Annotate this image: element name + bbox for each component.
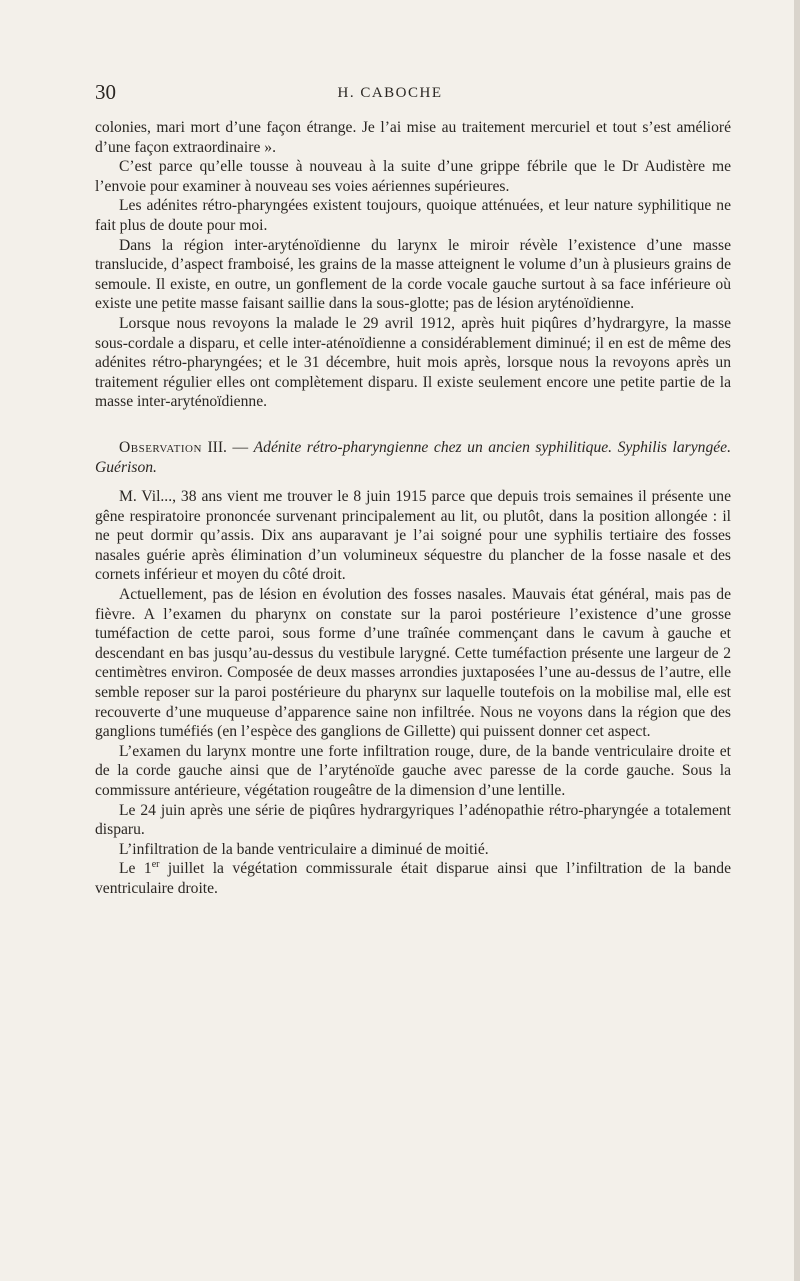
paragraph: Dans la région inter-aryténoïdienne du larynx le miroir révèle l’existence d’une masse translucide, d’aspect framboisé, les grains de la masse atteignent le volume d’un à plusieurs grains de semoule. Il existe, en outre, un gonflement de la corde vocale gauche surtout à sa face inférieure où existe une petite masse faisant saillie dans la sous-glotte; pas de lésion aryténoïdienne. (95, 236, 731, 313)
observation-title: Adénite rétro-pharyngienne chez un ancien syphilitique. Syphilis laryngée. Guérison. (95, 438, 731, 476)
body-text (95, 118, 731, 899)
page-header (95, 80, 685, 104)
paragraph: C’est parce qu’elle tousse à nouveau à la suite d’une grippe fébrile que le Dr Audistère me l’envoie pour examiner à nouveau ses voies aériennes supérieures. (95, 158, 731, 195)
paragraph: L’examen du larynx montre une forte infiltration rouge, dure, de la bande ventriculaire droite et de la corde gauche ainsi que de l’aryténoïde gauche avec paresse de la corde gauche. Sous la commissure antérieure, végétation rougeâtre de la dimension d’une lentille. (95, 742, 731, 799)
observation-dash: — (226, 438, 254, 456)
paragraph: Les adénites rétro-pharyngées existent toujours, quoique atténuées, et leur nature syphilitique ne fait plus de doute pour moi. (95, 197, 731, 234)
page-number: 30 (95, 80, 116, 104)
running-head: H. CABOCHE (337, 85, 443, 101)
paragraph: Lorsque nous revoyons la malade le 29 avril 1912, après huit piqûres d’hydrargyre, la masse sous-cordale a disparu, et celle inter-aténoïdienne a considérablement diminué; il en est de même des adénites rétro-pharyngées; et le 31 décembre, huit mois après, lorsque nous la revoyons après un traitement régulier elles ont complètement disparu. Il existe seulement encore une petite partie de la masse inter-aryténoïdienne. (95, 314, 731, 411)
observation-number: III. (207, 438, 227, 456)
paragraph: M. Vil..., 38 ans vient me trouver le 8 juin 1915 parce que depuis trois semaines il présente une gêne respiratoire prononcée survenant principalement au lit, ou plutôt, dans la position allongée : il ne peut dormir qu’assis. Dix ans auparavant je l’ai soigné pour une syphilis tertiaire des fosses nasales guérie après élimination d’un volumineux séquestre du plancher de la fosse nasale et des cornets inférieur et moyen du côté droit. (95, 488, 731, 584)
paragraph: Actuellement, pas de lésion en évolution des fosses nasales. Mauvais état général, mais pas de fièvre. A l’examen du pharynx on constate sur la paroi postérieure l’existence d’une grosse tuméfaction de cette paroi, sous forme d’une traînée commençant dans le cavum à gauche et descendant en bas jusqu’au-dessus du vestibule larygné. Cette tuméfaction présente une largeur de 2 centimètres environ. Composée de deux masses arrondies juxtaposées l’une au-dessus de l’autre, elle semble reposer sur la paroi postérieure du pharynx sur laquelle toutefois on la mobilise mal, elle est recouverte d’une muqueuse d’apparence saine non infiltrée. Nous ne voyons dans la région que des ganglions tuméfiés (en l’espèce des ganglions de Gillette) qui puissent donner cet aspect. (95, 586, 731, 741)
ordinal-sup: er (151, 859, 160, 871)
paragraph: colonies, mari mort d’une façon étrange. Je l’ai mise au traitement mercuriel et tout s’est amélioré d’une façon extraordinaire ». (95, 119, 731, 156)
paragraph-last (95, 859, 731, 898)
observation-label: Observation (119, 438, 202, 456)
last-lead: Le 1 (119, 860, 152, 878)
observation-heading (95, 438, 731, 477)
page-edge (794, 0, 800, 1281)
paragraph: L’infiltration de la bande ventriculaire a diminué de moitié. (119, 840, 489, 858)
last-rest: juillet la végétation commissurale était disparue ainsi que l’infiltration de la bande ventriculaire droite. (95, 860, 731, 897)
paragraph: Le 24 juin après une série de piqûres hydrargyriques l’adénopathie rétro-pharyngée a totalement disparu. (95, 801, 731, 839)
